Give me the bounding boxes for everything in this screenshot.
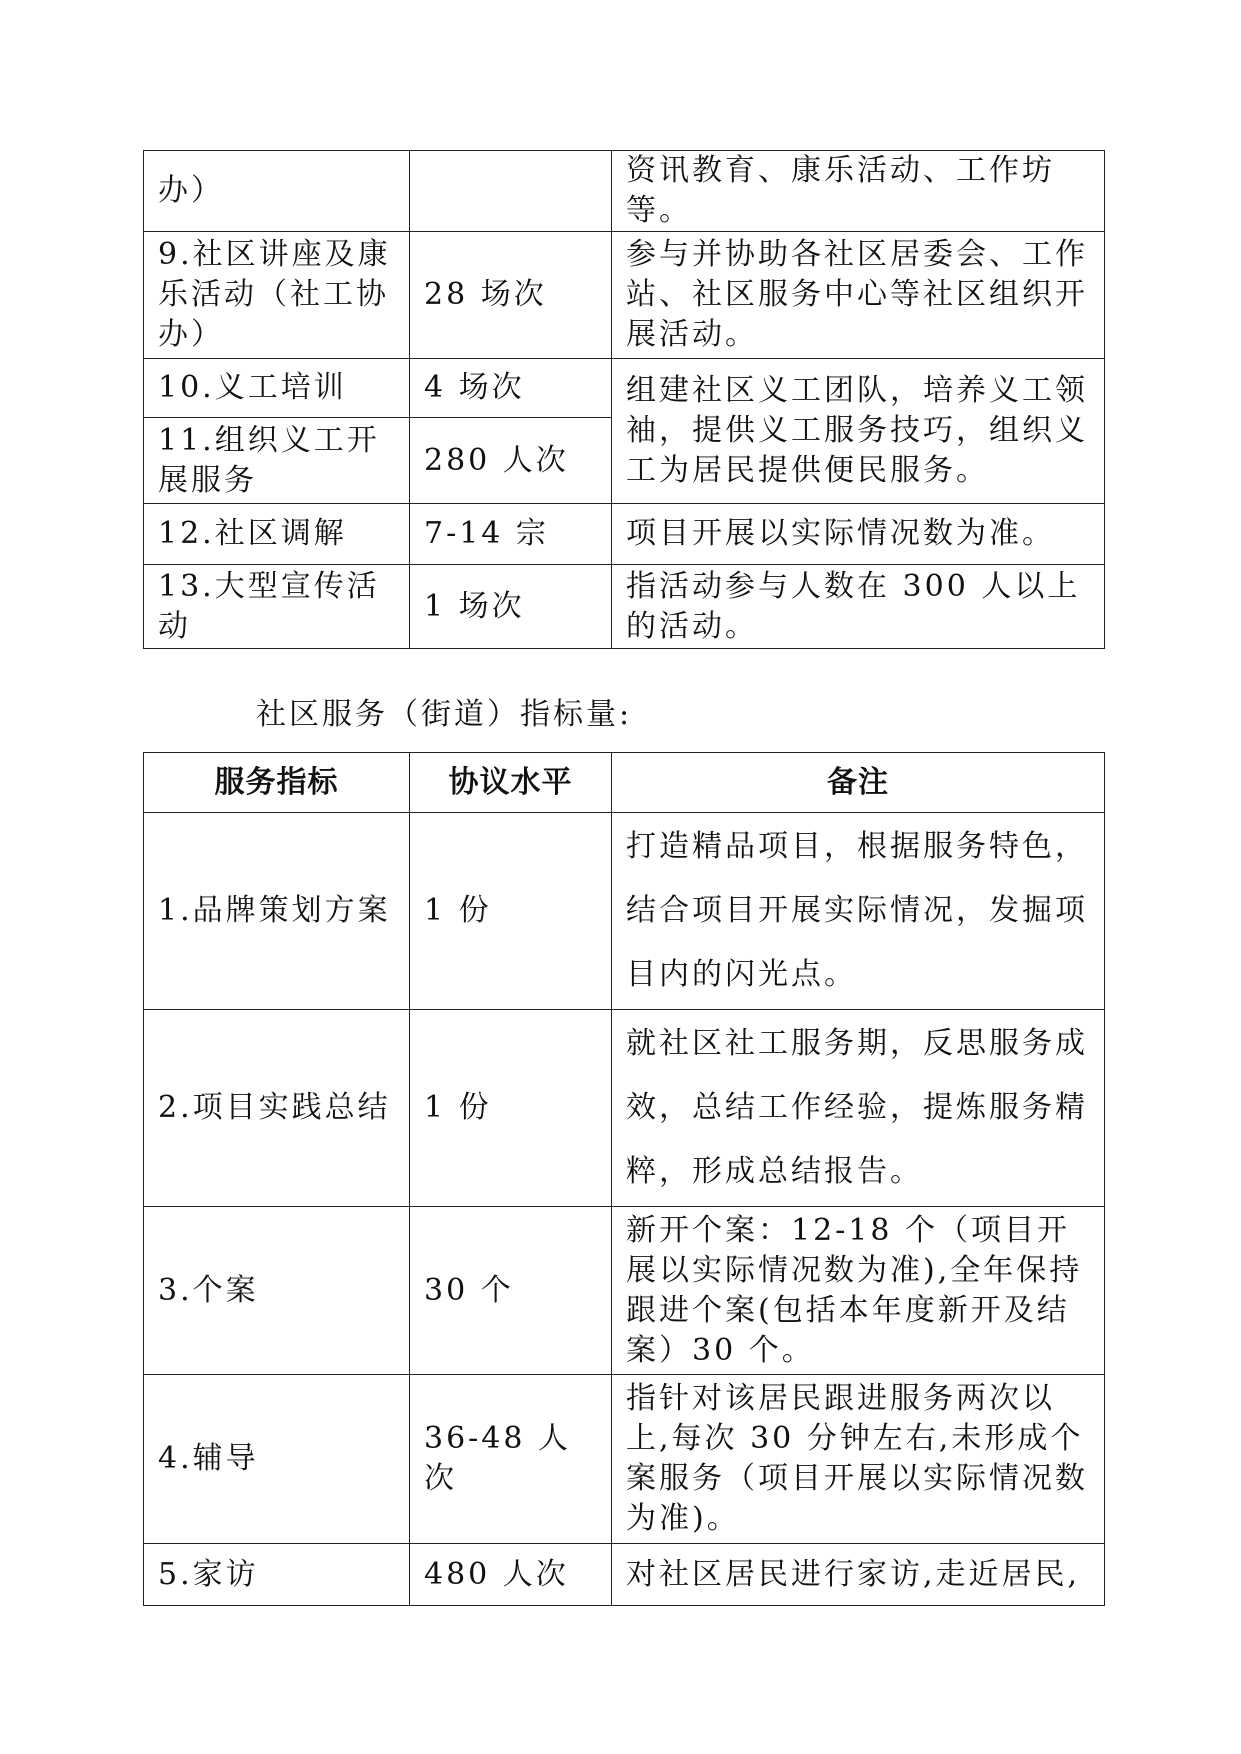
table-row <box>144 151 1105 232</box>
table-row <box>144 1010 1105 1207</box>
header-level: 协议水平 <box>410 753 612 813</box>
table-row <box>144 232 1105 359</box>
level-cell: 1 份 <box>410 813 612 1010</box>
indicator-cell: 11.组织义工开展服务 <box>144 418 410 504</box>
remark-cell: 项目开展以实际情况数为准。 <box>612 504 1105 565</box>
level-cell: 7-14 宗 <box>410 504 612 565</box>
remark-cell: 新开个案：12-18 个（项目开展以实际情况数为准),全年保持跟进个案(包括本年度新开及结案）30 个。 <box>612 1207 1105 1375</box>
remark-cell: 指活动参与人数在 300 人以上的活动。 <box>612 565 1105 649</box>
level-cell: 1 场次 <box>410 565 612 649</box>
indicator-cell: 12.社区调解 <box>144 504 410 565</box>
level-cell: 30 个 <box>410 1207 612 1375</box>
remark-cell: 对社区居民进行家访,走近居民, <box>612 1544 1105 1606</box>
remark-cell: 参与并协助各社区居委会、工作站、社区服务中心等社区组织开展活动。 <box>612 232 1105 359</box>
header-remark: 备注 <box>612 753 1105 813</box>
indicator-cell: 13.大型宣传活动 <box>144 565 410 649</box>
table-row <box>144 565 1105 649</box>
table-row <box>144 1375 1105 1544</box>
indicator-cell: 3.个案 <box>144 1207 410 1375</box>
indicator-cell: 9.社区讲座及康乐活动（社工协办） <box>144 232 410 359</box>
level-cell: 28 场次 <box>410 232 612 359</box>
remark-cell: 指针对该居民跟进服务两次以上,每次 30 分钟左右,未形成个案服务（项目开展以实际情况数为准)。 <box>612 1375 1105 1544</box>
indicator-table-continued <box>143 150 1105 649</box>
table-row <box>144 1207 1105 1375</box>
indicator-cell: 2.项目实践总结 <box>144 1010 410 1207</box>
level-cell: 280 人次 <box>410 418 612 504</box>
table-row <box>144 813 1105 1010</box>
table-row <box>144 1544 1105 1606</box>
level-cell: 480 人次 <box>410 1544 612 1606</box>
service-indicator-table <box>143 752 1105 1606</box>
level-cell: 36-48 人次 <box>410 1375 612 1544</box>
level-cell <box>410 151 612 232</box>
indicator-cell: 10.义工培训 <box>144 359 410 418</box>
table-row <box>144 504 1105 565</box>
remark-cell: 资讯教育、康乐活动、工作坊等。 <box>612 151 1105 232</box>
indicator-cell: 1.品牌策划方案 <box>144 813 410 1010</box>
remark-cell: 就社区社工服务期，反思服务成效，总结工作经验，提炼服务精粹，形成总结报告。 <box>612 1010 1105 1207</box>
indicator-cell: 4.辅导 <box>144 1375 410 1544</box>
section-heading: 社区服务（街道）指标量: <box>256 697 633 732</box>
remark-cell: 打造精品项目，根据服务特色，结合项目开展实际情况，发掘项目内的闪光点。 <box>612 813 1105 1010</box>
level-cell: 4 场次 <box>410 359 612 418</box>
header-indicator: 服务指标 <box>144 753 410 813</box>
level-cell: 1 份 <box>410 1010 612 1207</box>
indicator-cell: 办） <box>144 151 410 232</box>
indicator-cell: 5.家访 <box>144 1544 410 1606</box>
table-row <box>144 359 1105 418</box>
table-header-row <box>144 753 1105 813</box>
remark-cell: 组建社区义工团队，培养义工领袖，提供义工服务技巧，组织义工为居民提供便民服务。 <box>612 359 1105 504</box>
